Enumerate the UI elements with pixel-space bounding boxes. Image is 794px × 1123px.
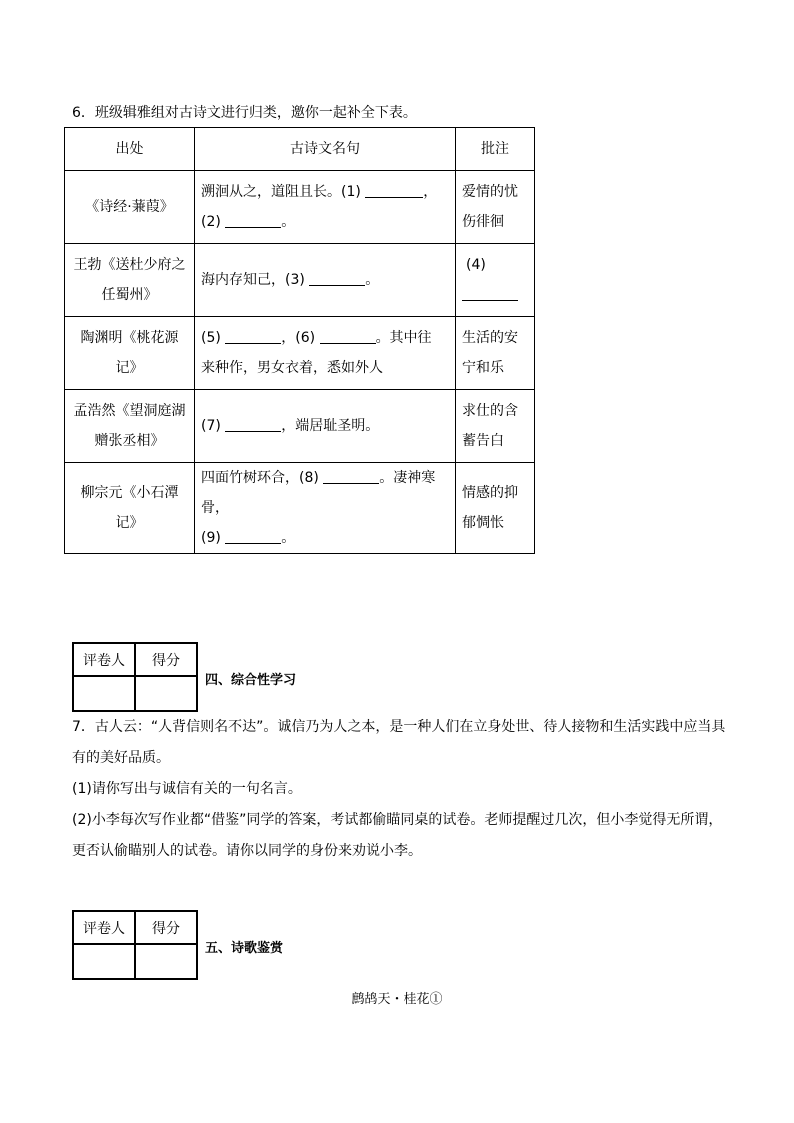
- reviewer-label: 评卷人: [73, 911, 135, 944]
- question-6-title: 6．班级辑雅组对古诗文进行归类，邀你一起补全下表。: [72, 105, 417, 121]
- question-7-line: 有的美好品质。: [72, 750, 170, 766]
- quote-cell: [195, 244, 456, 317]
- poetry-table: [64, 127, 535, 554]
- quote-text: 。: [281, 530, 296, 546]
- score-field[interactable]: [135, 676, 197, 711]
- source-text: 孟浩然《望洞庭湖: [73, 403, 186, 419]
- source-cell: [65, 390, 195, 463]
- question-7-line: 7．古人云：“人背信则名不达”。诚信乃为人之本，是一种人们在立身处世、待人接物和生活实践中应当具: [72, 719, 726, 735]
- note-text: 宁和乐: [462, 360, 504, 376]
- header-source: 出处: [65, 128, 195, 171]
- quote-cell: [195, 171, 456, 244]
- source-cell: [65, 317, 195, 390]
- quote-cell: [195, 390, 456, 463]
- quote-text: (9): [201, 530, 226, 546]
- quote-text: 四面竹树环合，(8): [201, 470, 324, 486]
- table-row: [65, 463, 535, 554]
- quote-text: 。其中往: [375, 330, 432, 346]
- quote-text: 海内存知己，(3): [201, 272, 310, 288]
- note-text: 郁惆怅: [462, 515, 504, 531]
- source-text: 陶渊明《桃花源记》: [80, 330, 179, 376]
- source-text: 王勃《送杜少府之: [73, 257, 186, 273]
- quote-cell: [195, 463, 456, 554]
- blank-3[interactable]: [309, 270, 365, 286]
- question-7-sub-2: 更否认偷瞄别人的试卷。请你以同学的身份来劝说小李。: [72, 843, 422, 859]
- reviewer-field[interactable]: [73, 676, 135, 711]
- note-text: 蓄告白: [462, 433, 504, 449]
- table-row: [65, 317, 535, 390]
- table-header-row: [65, 128, 535, 171]
- note-text: 情感的抑: [462, 485, 518, 501]
- reviewer-field[interactable]: [73, 944, 135, 979]
- quote-text: 。: [281, 214, 296, 230]
- blank-7[interactable]: [225, 416, 281, 432]
- reviewer-label: 评卷人: [73, 643, 135, 676]
- score-label: 得分: [135, 643, 197, 676]
- quote-text: (2): [201, 214, 226, 230]
- section-5-title: 五、诗歌鉴赏: [205, 941, 284, 956]
- source-cell: [65, 463, 195, 554]
- header-note: 批注: [456, 128, 535, 171]
- quote-text: 。: [365, 272, 380, 288]
- score-field[interactable]: [135, 944, 197, 979]
- quote-text: ，(6): [281, 330, 320, 346]
- quote-text: 。凄神寒骨，: [201, 470, 436, 516]
- blank-1[interactable]: [365, 182, 423, 198]
- blank-4[interactable]: [462, 285, 518, 301]
- score-box-section-4: [72, 642, 198, 712]
- quote-text: (5): [201, 330, 226, 346]
- note-cell: [456, 317, 535, 390]
- source-text: 柳宗元《小石潭记》: [80, 485, 179, 531]
- quote-cell: [195, 317, 456, 390]
- table-row: [65, 390, 535, 463]
- note-text: 伤徘徊: [462, 214, 504, 230]
- question-7-sub-1: (1)请你写出与诚信有关的一句名言。: [72, 781, 302, 797]
- source-cell: [65, 244, 195, 317]
- blank-6[interactable]: [320, 328, 376, 344]
- note-text: 生活的安: [462, 330, 518, 346]
- blank-8[interactable]: [323, 468, 379, 484]
- blank-9[interactable]: [225, 528, 281, 544]
- poem-title: 鹧鸪天・桂花①: [351, 992, 443, 1007]
- source-text: 赠张丞相》: [94, 433, 165, 449]
- quote-text: ，: [423, 184, 438, 200]
- source-cell: [65, 171, 195, 244]
- blank-2[interactable]: [225, 212, 281, 228]
- question-7-sub-2: (2)小李每次写作业都“借鉴”同学的答案，考试都偷瞄同桌的试卷。老师提醒过几次，但小李觉得无所谓，: [72, 812, 723, 828]
- score-label: 得分: [135, 911, 197, 944]
- note-text: 爱情的忧: [462, 184, 518, 200]
- note-cell: [456, 463, 535, 554]
- quote-text: ，端居耻圣明。: [281, 418, 380, 434]
- note-cell: [456, 390, 535, 463]
- header-quote: 古诗文名句: [195, 128, 456, 171]
- table-row: [65, 171, 535, 244]
- source-text: 《诗经·蒹葭》: [85, 199, 174, 215]
- note-cell: [456, 171, 535, 244]
- source-text: 任蜀州》: [101, 287, 158, 303]
- table-row: [65, 244, 535, 317]
- score-box-section-5: [72, 910, 198, 980]
- note-cell: [456, 244, 535, 317]
- quote-text: (7): [201, 418, 226, 434]
- question-7-text: [72, 712, 732, 867]
- section-4-title: 四、综合性学习: [205, 673, 297, 688]
- quote-text: 溯洄从之，道阻且长。(1): [201, 184, 366, 200]
- note-text: (4): [466, 257, 486, 273]
- quote-text: 来种作，男女衣着，悉如外人: [201, 360, 383, 376]
- note-text: 求仕的含: [462, 403, 518, 419]
- blank-5[interactable]: [225, 328, 281, 344]
